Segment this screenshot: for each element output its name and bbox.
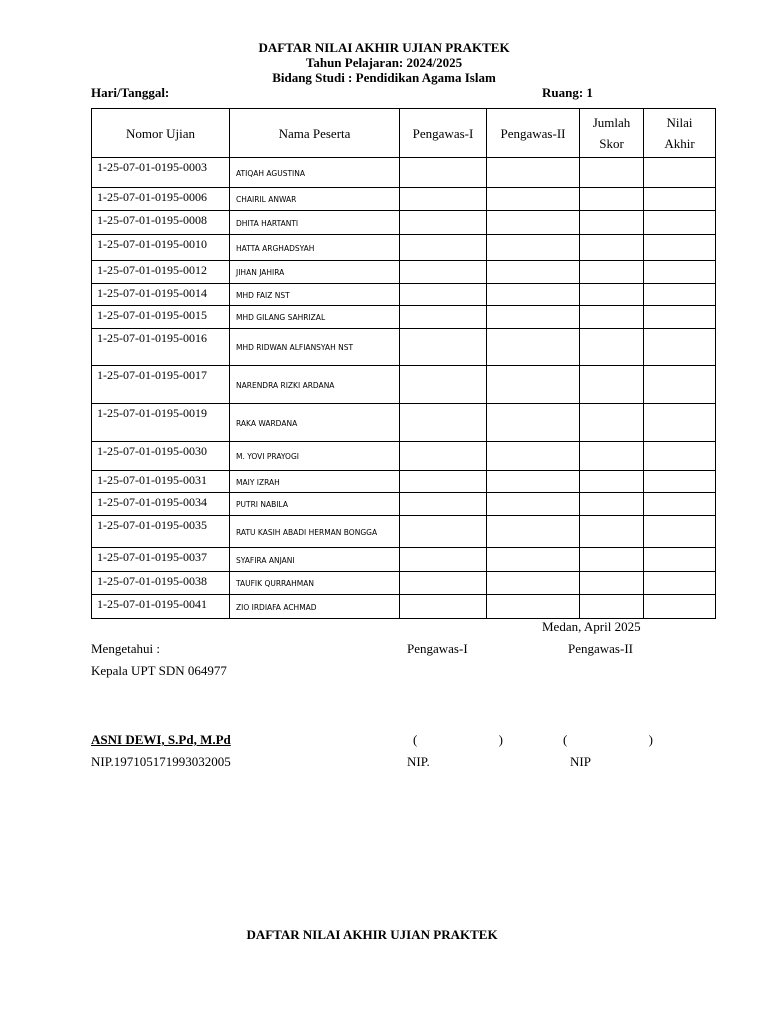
cell-nama-peserta: M. YOVI PRAYOGI bbox=[230, 442, 400, 471]
cell-pengawas-2 bbox=[487, 211, 580, 235]
col-header-nilai-akhir-line2: Akhir bbox=[664, 136, 695, 151]
table-row bbox=[92, 188, 716, 211]
table-row bbox=[92, 516, 716, 548]
mengetahui-label: Mengetahui : bbox=[91, 641, 160, 656]
cell-nomor-ujian: 1-25-07-01-0195-0034 bbox=[92, 493, 230, 516]
table-row bbox=[92, 366, 716, 404]
cell-nilai-akhir bbox=[644, 284, 716, 306]
col-header-jumlah-skor bbox=[580, 109, 644, 158]
cell-jumlah-skor bbox=[580, 548, 644, 572]
cell-pengawas-2 bbox=[487, 188, 580, 211]
cell-nilai-akhir bbox=[644, 548, 716, 572]
pengawas-1-nip: NIP. bbox=[407, 754, 430, 769]
cell-jumlah-skor bbox=[580, 572, 644, 595]
cell-pengawas-2 bbox=[487, 572, 580, 595]
cell-nama-peserta: CHAIRIL ANWAR bbox=[230, 188, 400, 211]
cell-nilai-akhir bbox=[644, 516, 716, 548]
cell-jumlah-skor bbox=[580, 516, 644, 548]
cell-pengawas-1 bbox=[400, 516, 487, 548]
pengawas-2-label: Pengawas-II bbox=[568, 641, 633, 656]
cell-pengawas-2 bbox=[487, 595, 580, 619]
pengawas-1-label: Pengawas-I bbox=[407, 641, 468, 656]
cell-pengawas-1 bbox=[400, 366, 487, 404]
cell-nama-peserta: MAIY IZRAH bbox=[230, 471, 400, 493]
cell-nomor-ujian: 1-25-07-01-0195-0038 bbox=[92, 572, 230, 595]
cell-nama-peserta: RAKA WARDANA bbox=[230, 404, 400, 442]
cell-pengawas-1 bbox=[400, 235, 487, 261]
cell-nama-peserta: HATTA ARGHADSYAH bbox=[230, 235, 400, 261]
subject-line: Bidang Studi : Pendidikan Agama Islam bbox=[272, 70, 496, 85]
cell-pengawas-1 bbox=[400, 158, 487, 188]
col-header-pengawas-1: Pengawas-I bbox=[400, 109, 487, 158]
table-row bbox=[92, 595, 716, 619]
table-row bbox=[92, 572, 716, 595]
academic-year: Tahun Pelajaran: 2024/2025 bbox=[305, 55, 463, 70]
table-row bbox=[92, 158, 716, 188]
cell-jumlah-skor bbox=[580, 404, 644, 442]
cell-jumlah-skor bbox=[580, 306, 644, 329]
table-header-row bbox=[92, 109, 716, 158]
cell-pengawas-2 bbox=[487, 235, 580, 261]
table-row bbox=[92, 261, 716, 284]
cell-nama-peserta: TAUFIK QURRAHMAN bbox=[230, 572, 400, 595]
cell-nama-peserta: MHD GILANG SAHRIZAL bbox=[230, 306, 400, 329]
cell-pengawas-2 bbox=[487, 493, 580, 516]
cell-pengawas-1 bbox=[400, 471, 487, 493]
cell-nomor-ujian: 1-25-07-01-0195-0017 bbox=[92, 366, 230, 404]
cell-nama-peserta: RATU KASIH ABADI HERMAN BONGGA bbox=[230, 516, 400, 548]
cell-jumlah-skor bbox=[580, 329, 644, 366]
kepala-sekolah-label: Kepala UPT SDN 064977 bbox=[91, 663, 227, 678]
cell-pengawas-2 bbox=[487, 548, 580, 572]
table-row bbox=[92, 493, 716, 516]
col-header-jumlah-skor-line1: Jumlah bbox=[592, 115, 631, 130]
col-header-nilai-akhir-line1: Nilai bbox=[666, 115, 693, 130]
table-row bbox=[92, 548, 716, 572]
col-header-nomor: Nomor Ujian bbox=[92, 109, 230, 158]
cell-nilai-akhir bbox=[644, 493, 716, 516]
cell-nilai-akhir bbox=[644, 442, 716, 471]
cell-nomor-ujian: 1-25-07-01-0195-0031 bbox=[92, 471, 230, 493]
cell-jumlah-skor bbox=[580, 471, 644, 493]
cell-nama-peserta: JIHAN JAHIRA bbox=[230, 261, 400, 284]
cell-nama-peserta: SYAFIRA ANJANI bbox=[230, 548, 400, 572]
room-label: Ruang: 1 bbox=[542, 85, 593, 100]
table-row bbox=[92, 471, 716, 493]
cell-jumlah-skor bbox=[580, 493, 644, 516]
col-header-pengawas-2: Pengawas-II bbox=[487, 109, 580, 158]
table-row bbox=[92, 211, 716, 235]
cell-pengawas-1 bbox=[400, 211, 487, 235]
cell-pengawas-2 bbox=[487, 471, 580, 493]
cell-nama-peserta: DHITA HARTANTI bbox=[230, 211, 400, 235]
cell-pengawas-1 bbox=[400, 284, 487, 306]
pengawas-1-signature: ( ) bbox=[413, 732, 503, 747]
col-header-nilai-akhir bbox=[644, 109, 716, 158]
cell-nilai-akhir bbox=[644, 329, 716, 366]
cell-nilai-akhir bbox=[644, 471, 716, 493]
cell-pengawas-1 bbox=[400, 306, 487, 329]
signer-nip: NIP.197105171993032005 bbox=[91, 754, 231, 769]
cell-nomor-ujian: 1-25-07-01-0195-0019 bbox=[92, 404, 230, 442]
cell-nomor-ujian: 1-25-07-01-0195-0010 bbox=[92, 235, 230, 261]
table-row bbox=[92, 235, 716, 261]
cell-pengawas-2 bbox=[487, 306, 580, 329]
cell-jumlah-skor bbox=[580, 442, 644, 471]
cell-nilai-akhir bbox=[644, 366, 716, 404]
cell-nilai-akhir bbox=[644, 188, 716, 211]
cell-nomor-ujian: 1-25-07-01-0195-0008 bbox=[92, 211, 230, 235]
cell-nomor-ujian: 1-25-07-01-0195-0003 bbox=[92, 158, 230, 188]
cell-nomor-ujian: 1-25-07-01-0195-0006 bbox=[92, 188, 230, 211]
cell-nilai-akhir bbox=[644, 572, 716, 595]
cell-nomor-ujian: 1-25-07-01-0195-0041 bbox=[92, 595, 230, 619]
cell-pengawas-1 bbox=[400, 442, 487, 471]
col-header-nama: Nama Peserta bbox=[230, 109, 400, 158]
cell-nomor-ujian: 1-25-07-01-0195-0015 bbox=[92, 306, 230, 329]
cell-pengawas-2 bbox=[487, 329, 580, 366]
cell-nomor-ujian: 1-25-07-01-0195-0035 bbox=[92, 516, 230, 548]
cell-nomor-ujian: 1-25-07-01-0195-0014 bbox=[92, 284, 230, 306]
cell-pengawas-1 bbox=[400, 493, 487, 516]
cell-pengawas-2 bbox=[487, 366, 580, 404]
cell-pengawas-1 bbox=[400, 548, 487, 572]
cell-pengawas-2 bbox=[487, 261, 580, 284]
cell-pengawas-2 bbox=[487, 442, 580, 471]
cell-nilai-akhir bbox=[644, 158, 716, 188]
table-row bbox=[92, 404, 716, 442]
cell-nama-peserta: ZIO IRDIAFA ACHMAD bbox=[230, 595, 400, 619]
grade-table bbox=[91, 108, 716, 619]
cell-pengawas-1 bbox=[400, 329, 487, 366]
cell-jumlah-skor bbox=[580, 366, 644, 404]
place-date: Medan, April 2025 bbox=[542, 619, 641, 634]
cell-pengawas-2 bbox=[487, 284, 580, 306]
cell-pengawas-1 bbox=[400, 188, 487, 211]
cell-nama-peserta: PUTRI NABILA bbox=[230, 493, 400, 516]
cell-nilai-akhir bbox=[644, 211, 716, 235]
cell-nama-peserta: MHD FAIZ NST bbox=[230, 284, 400, 306]
cell-nilai-akhir bbox=[644, 404, 716, 442]
cell-jumlah-skor bbox=[580, 158, 644, 188]
pengawas-2-signature: ( ) bbox=[563, 732, 653, 747]
cell-nilai-akhir bbox=[644, 595, 716, 619]
cell-jumlah-skor bbox=[580, 188, 644, 211]
cell-nilai-akhir bbox=[644, 235, 716, 261]
document-title: DAFTAR NILAI AKHIR UJIAN PRAKTEK bbox=[258, 40, 510, 55]
table-row bbox=[92, 284, 716, 306]
cell-pengawas-1 bbox=[400, 572, 487, 595]
signer-name: ASNI DEWI, S.Pd, M.Pd bbox=[91, 732, 231, 747]
col-header-jumlah-skor-line2: Skor bbox=[599, 136, 624, 151]
day-date-label: Hari/Tanggal: bbox=[91, 85, 170, 100]
cell-nama-peserta: ATIQAH AGUSTINA bbox=[230, 158, 400, 188]
cell-nama-peserta: MHD RIDWAN ALFIANSYAH NST bbox=[230, 329, 400, 366]
cell-jumlah-skor bbox=[580, 284, 644, 306]
cell-pengawas-2 bbox=[487, 158, 580, 188]
cell-nomor-ujian: 1-25-07-01-0195-0016 bbox=[92, 329, 230, 366]
cell-jumlah-skor bbox=[580, 235, 644, 261]
cell-pengawas-2 bbox=[487, 404, 580, 442]
cell-pengawas-1 bbox=[400, 595, 487, 619]
table-row bbox=[92, 442, 716, 471]
cell-nama-peserta: NARENDRA RIZKI ARDANA bbox=[230, 366, 400, 404]
cell-jumlah-skor bbox=[580, 261, 644, 284]
next-page-title: DAFTAR NILAI AKHIR UJIAN PRAKTEK bbox=[246, 927, 498, 942]
cell-nomor-ujian: 1-25-07-01-0195-0037 bbox=[92, 548, 230, 572]
cell-nomor-ujian: 1-25-07-01-0195-0012 bbox=[92, 261, 230, 284]
cell-pengawas-1 bbox=[400, 404, 487, 442]
cell-nilai-akhir bbox=[644, 261, 716, 284]
cell-jumlah-skor bbox=[580, 595, 644, 619]
cell-pengawas-1 bbox=[400, 261, 487, 284]
table-row bbox=[92, 329, 716, 366]
cell-pengawas-2 bbox=[487, 516, 580, 548]
cell-jumlah-skor bbox=[580, 211, 644, 235]
pengawas-2-nip: NIP bbox=[570, 754, 591, 769]
cell-nomor-ujian: 1-25-07-01-0195-0030 bbox=[92, 442, 230, 471]
table-row bbox=[92, 306, 716, 329]
cell-nilai-akhir bbox=[644, 306, 716, 329]
